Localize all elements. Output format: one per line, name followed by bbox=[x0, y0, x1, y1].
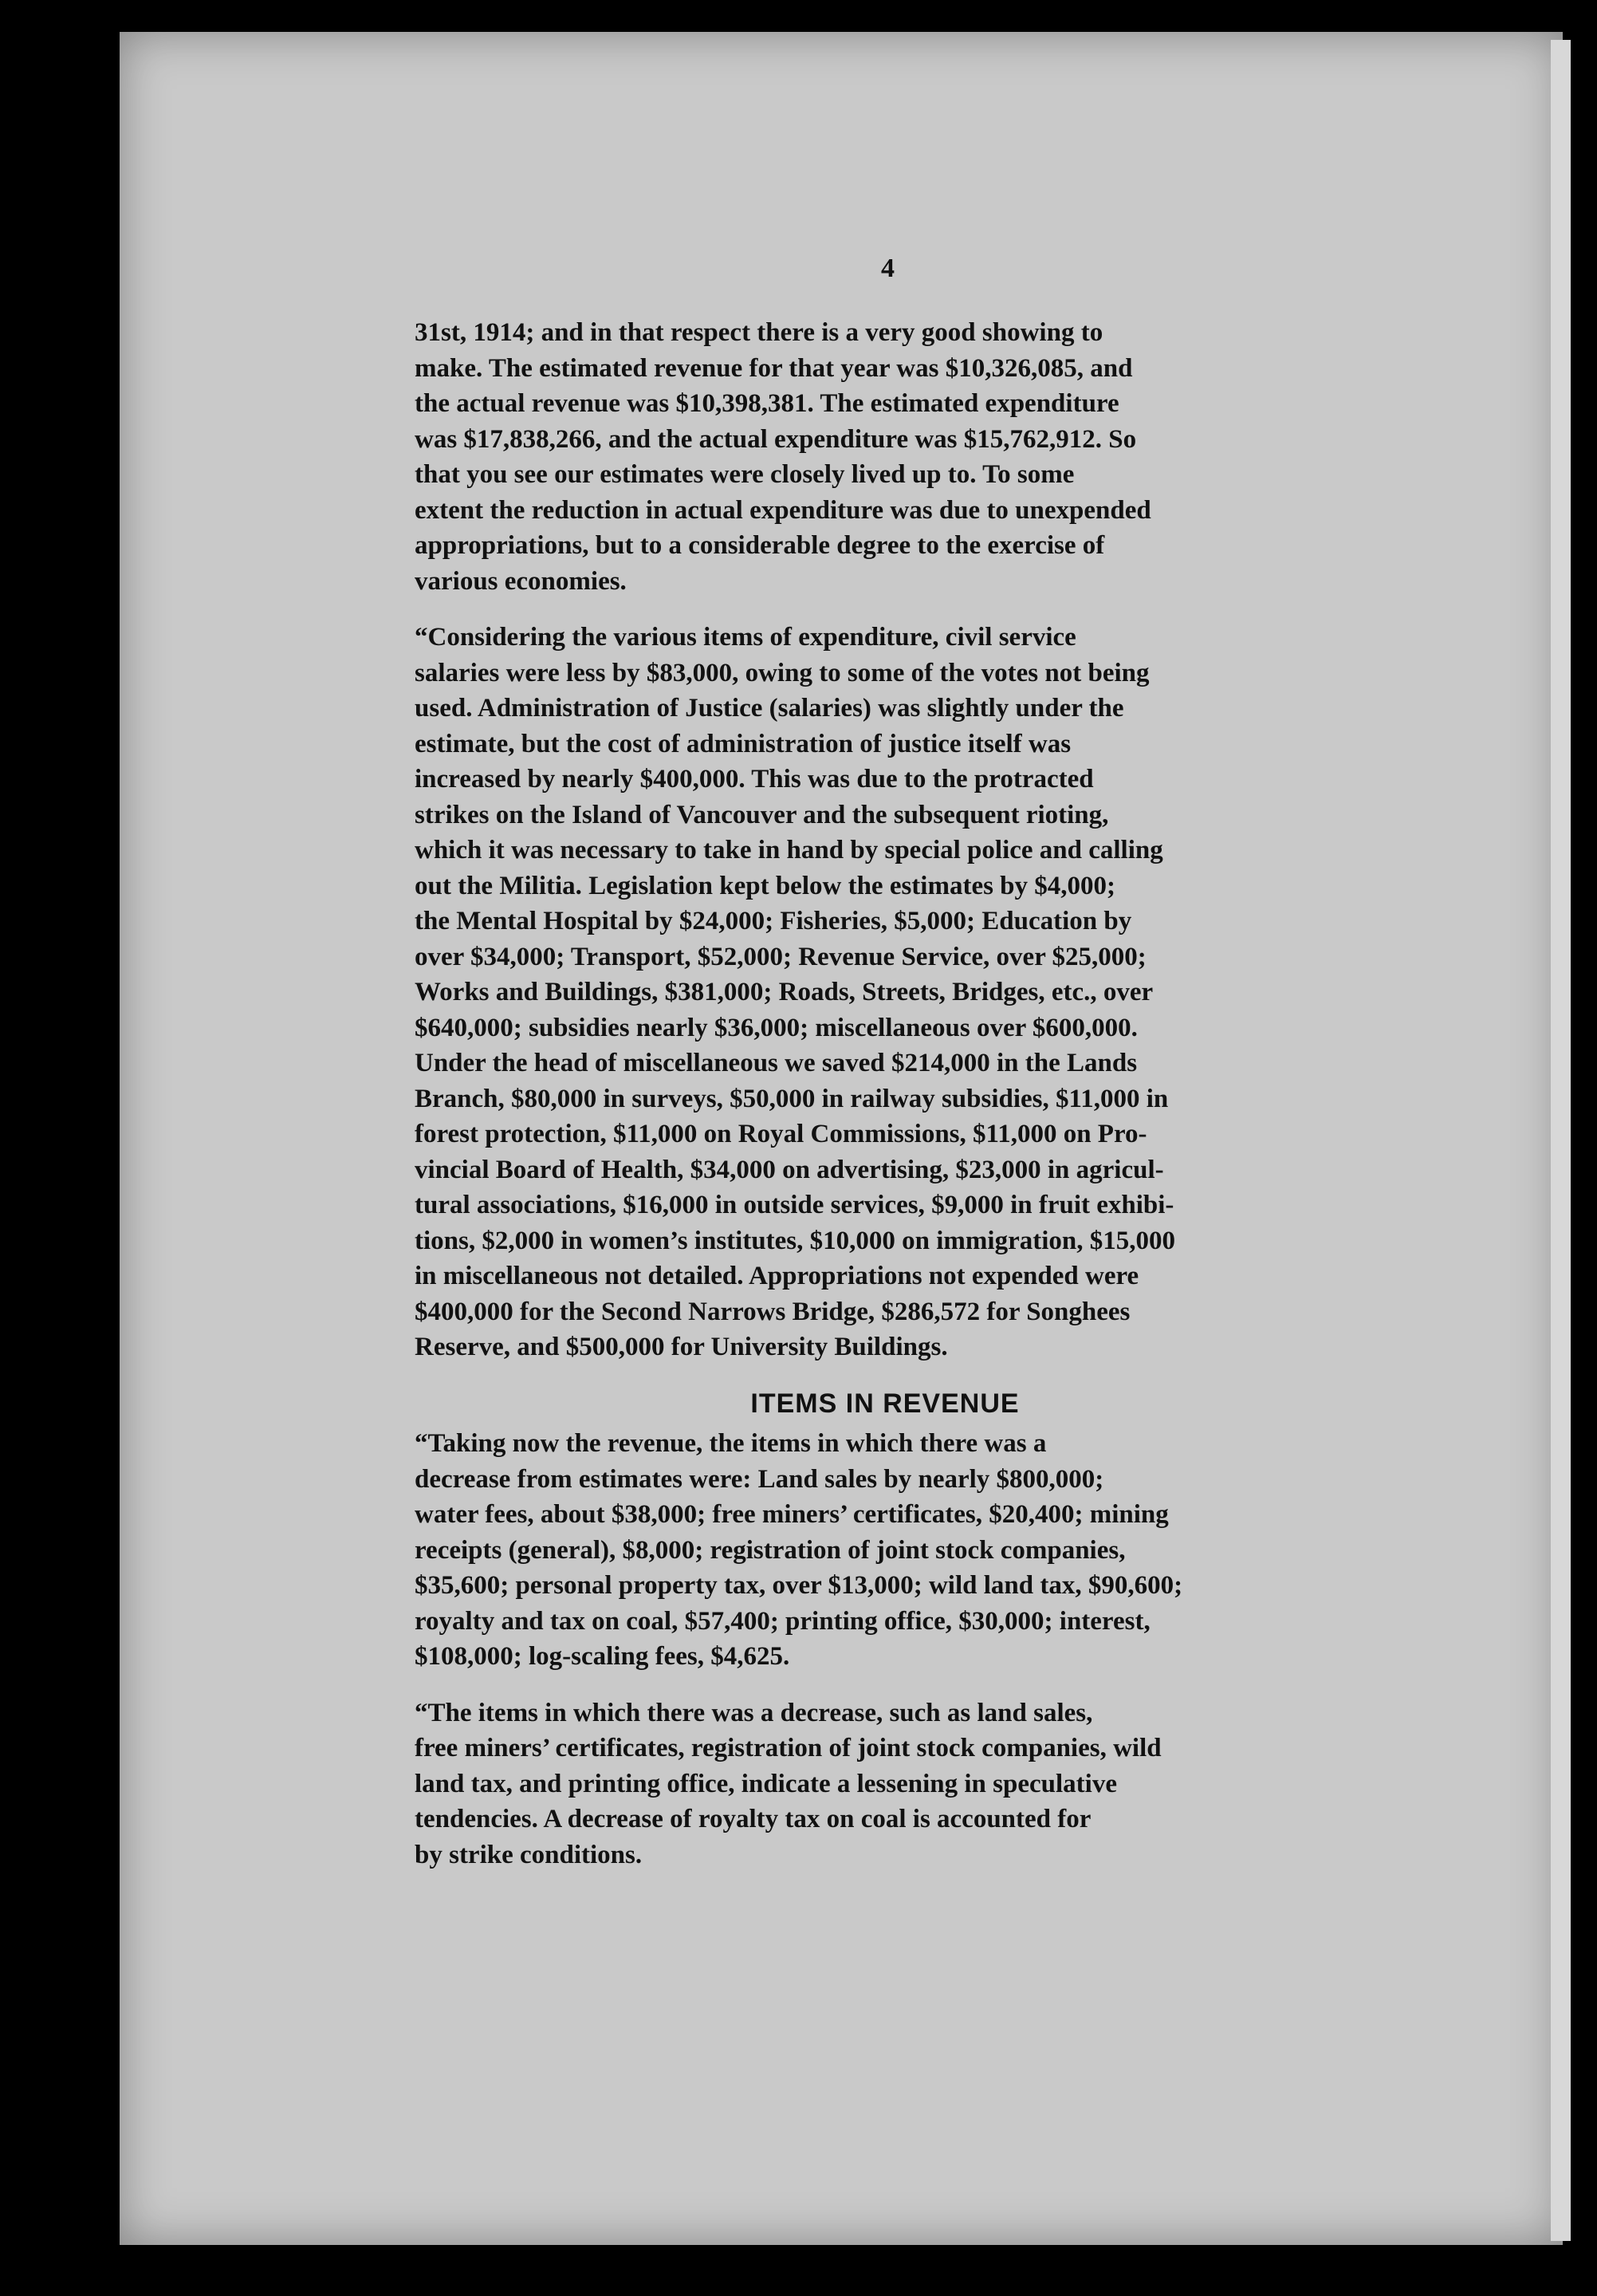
section-heading: ITEMS IN REVENUE bbox=[750, 1388, 1020, 1419]
page-number: 4 bbox=[881, 254, 895, 283]
paragraph-2: “Considering the various items of expenditure, civil service salaries were less by $83,000, owing to some of the votes not being used. Administration of Justice (salaries) was slightly under the estimate, but the cost of administration of justice itself was increased by nearly $400,000. This was due to the protracted strikes on the Island of Vancouver and the subsequent rioting, which it was necessary to take in hand by special police and calling out the Militia. Legislation kept below the estimates by $4,000; the Mental Hospital by $24,000; Fisheries, $5,000; Education by over $34,000; Transport, $52,000; Revenue Service, over $25,000; Works and Buildings, $381,000; Roads, Streets, Bridges, etc., over $640,000; subsidies nearly $36,000; miscellaneous over $600,000. Under the head of miscellaneous we saved $214,000 in the Lands Branch, $80,000 in surveys, $50,000 in railway subsidies, $11,000 in forest protection, $11,000 on Royal Commissions, $11,000 on Pro- vincial Board of Health, $34,000 on advertising, $23,000 in agricul- tural associations, $16,000 in outside services, $9,000 in fruit exhibi- tions, $2,000 in women’s institutes, $10,000 on immigration, $15,000 in miscellaneous not detailed. Appropriations not expended were $400,000 for the Second Narrows Bridge, $286,572 for Songhees Reserve, and $500,000 for University Buildings. bbox=[415, 623, 1175, 1361]
paragraph-4: “The items in which there was a decrease, such as land sales, free miners’ certificates, registration of joint stock companies, wild land tax, and printing office, indicate a lessening in speculative tendencies. A decrease of royalty tax on coal is accounted for by strike conditions. bbox=[415, 1698, 1162, 1869]
page-edge bbox=[1551, 40, 1571, 2241]
paragraph-1: 31st, 1914; and in that respect there is a very good showing to make. The estimated revenue for that year was $10,326,085, and the actual revenue was $10,398,381. The estimated expenditure was $17,838,266, and the actual expenditure was $15,762,912. So that you see our estimates were closely lived up to. To some extent the reduction in actual expenditure was due to unexpended appropriations, but to a considerable degree to the exercise of various economies. bbox=[415, 318, 1151, 596]
body-text bbox=[415, 315, 1355, 1893]
paragraph-3: “Taking now the revenue, the items in which there was a decrease from estimates were: Land sales by nearly $800,000; water fees, about $38,000; free miners’ certificates, $20,400; mining receipts (general), $8,000; registration of joint stock companies, $35,600; personal property tax, over $13,000; wild land tax, $90,600; royalty and tax on coal, $57,400; printing office, $30,000; interest, $108,000; log-scaling fees, $4,625. bbox=[415, 1429, 1183, 1671]
